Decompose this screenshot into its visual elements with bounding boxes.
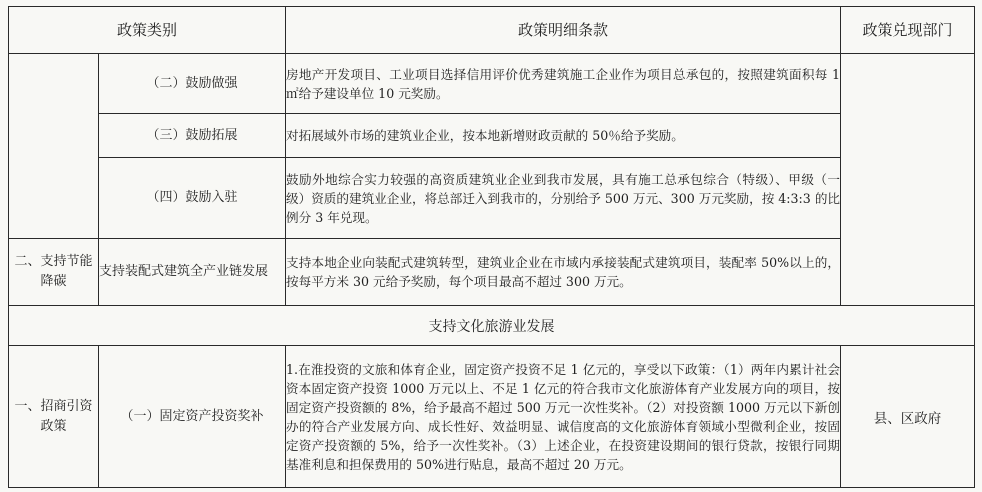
detail-cell: 支持本地企业向装配式建筑转型，建筑业企业在市域内承接装配式建筑项目，装配率 50%以上的，按每平方米 30 元给予奖励，每个项目最高不超过 300 万元。 bbox=[286, 239, 841, 306]
empty-department-cell bbox=[841, 53, 975, 305]
header-policy-department: 政策兑现部门 bbox=[841, 7, 975, 54]
empty-category-cell bbox=[9, 53, 99, 238]
subcategory-cell: （四）鼓励入驻 bbox=[99, 157, 286, 238]
subcategory-cell: （一）固定资产投资奖补 bbox=[99, 346, 286, 488]
subcategory-cell: 支持装配式建筑全产业链发展 bbox=[99, 239, 286, 306]
policy-table bbox=[8, 6, 975, 488]
table-row bbox=[9, 239, 975, 306]
subcategory-cell: （三）鼓励拓展 bbox=[99, 114, 286, 158]
category-cell: 二、支持节能降碳 bbox=[9, 239, 99, 306]
department-cell: 县、区政府 bbox=[841, 346, 975, 488]
detail-cell: 对拓展域外市场的建筑业企业，按本地新增财政贡献的 50％给予奖励。 bbox=[286, 114, 841, 158]
detail-cell: 1.在淮投资的文旅和体育企业，固定资产投资不足 1 亿元的，享受以下政策：（1）两年内累计社会资本固定资产投资 1000 万元以上、不足 1 亿元的符合我市文化旅游体育产业发展方向的项目，按固定资产投资额的 8%，给予最高不超过 500 万元一次性奖补。（2）对投资额 1000 万元以下新创办的符合产业发展方向、成长性好、效益明显、诚信度高的文化旅游体育领域小型微利企业，按固定资产投资额的 5%，给予一次性奖补。（3）上述企业，在投资建设期间的银行贷款，按银行同期基准利息和担保费用的 50%进行贴息，最高不超过 20 万元。 bbox=[286, 346, 841, 488]
header-policy-category: 政策类别 bbox=[9, 7, 286, 54]
table-row bbox=[9, 346, 975, 488]
table-row bbox=[9, 157, 975, 238]
category-cell: 一、招商引资政策 bbox=[9, 346, 99, 488]
detail-cell: 房地产开发项目、工业项目选择信用评价优秀建筑施工企业作为项目总承包的，按照建筑面积每 1 ㎡给予建设单位 10 元奖励。 bbox=[286, 53, 841, 113]
section-row bbox=[9, 305, 975, 346]
table-row bbox=[9, 53, 975, 113]
header-policy-details: 政策明细条款 bbox=[286, 7, 841, 54]
section-title: 支持文化旅游业发展 bbox=[9, 305, 975, 346]
header-row bbox=[9, 7, 975, 54]
detail-cell: 鼓励外地综合实力较强的高资质建筑业企业到我市发展，具有施工总承包综合（特级）、甲级（一级）资质的建筑业企业，将总部迁入到我市的，分别给予 500 万元、300 万元奖励，按 4:3:3 的比例分 3 年兑现。 bbox=[286, 157, 841, 238]
table-row bbox=[9, 114, 975, 158]
subcategory-cell: （二）鼓励做强 bbox=[99, 53, 286, 113]
